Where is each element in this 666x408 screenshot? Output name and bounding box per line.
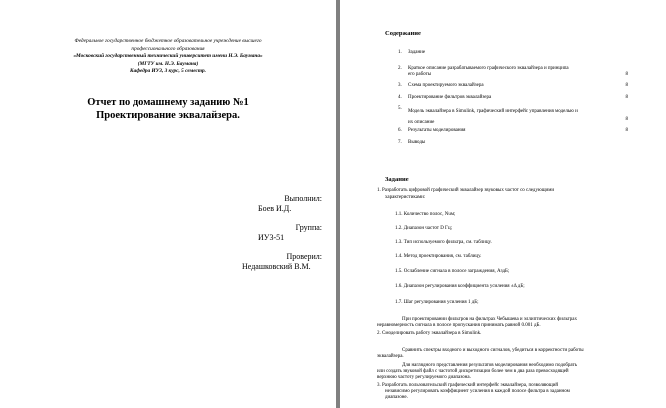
institution-block: [20, 38, 316, 76]
task-heading: Задание: [385, 176, 409, 183]
toc-text: Схема проектируемого эквалайзера: [408, 83, 484, 88]
report-title-line: Проектирование эквалайзера.: [96, 110, 240, 121]
task-intro-line: 1. Разработать цифровой графический эквалайзер звуковых частот со следующими: [377, 188, 555, 193]
task-item-3-line: диапазоне.: [385, 395, 408, 400]
task-item-3-line: 3. Разработать пользовательский графический интерфейс эквалайзера, позволяющий: [377, 383, 559, 388]
toc-text: Результаты моделирования: [408, 128, 466, 133]
university-name: «Московский государственный технический университет имени Н.Э. Баумана»: [73, 53, 263, 59]
toc-num: 4.: [398, 95, 402, 100]
report-title: [20, 96, 316, 122]
institution-line: профессионального образования: [131, 45, 205, 52]
task-param: 1.4. Метод проектирования, см. таблицу.: [395, 254, 482, 259]
para-compare-line: эквалайзера.: [377, 354, 404, 359]
toc-page: 8: [625, 117, 628, 122]
toc-num: 2.: [398, 66, 402, 71]
toc-page: 8: [625, 83, 628, 88]
toc-page: 8: [625, 128, 628, 133]
toc-text: Краткое описание разрабатываемого графического эквалайзера и принципа его работы: [408, 66, 569, 78]
para-compare-line: Сравнить спектры входного и выходного сигналов, убедиться в корректности работы: [402, 348, 584, 353]
department: Кафедра ИУ3, 3 курс, 5 семестр.: [129, 68, 207, 74]
para-visual-line: Для наглядного представления результатов моделирования необходимо подобрать: [402, 363, 577, 368]
toc-page: 8: [625, 72, 628, 77]
task-param: 1.7. Шаг регулирования усиления 1 дБ;: [395, 300, 479, 305]
task-intro-line: характеристиками:: [385, 195, 426, 200]
contents-page: [340, 0, 666, 408]
signature-block: [242, 194, 334, 272]
toc-text: Проектирование фильтров эквалайзера: [408, 95, 492, 100]
task-param: 1.5. Ослабление сигнала в полосе заграждения, AздБ;: [395, 269, 510, 274]
performed-label: Выполнил:: [284, 194, 322, 203]
institution-line: Федеральное государственное бюджетное образовательное учреждение высшего: [74, 38, 262, 44]
toc-num: 6.: [398, 128, 402, 133]
toc-text: Модель эквалайзера в Simulink, графический интерфейс управления моделью и их описание: [408, 109, 578, 125]
task-item-3-line: независимо регулировать коэффициент усиления в каждой полосе фильтра в заданном: [385, 389, 570, 394]
contents-heading: Содержание: [385, 30, 421, 37]
toc-num: 1.: [398, 50, 402, 55]
task-param: 1.1. Количество полос, Nuм;: [395, 212, 456, 217]
task-param: 1.2. Диапазон частот D Гц;: [395, 226, 453, 231]
performed-value: Боев И.Д.: [258, 204, 292, 213]
group-label: Группа:: [295, 223, 322, 232]
university-abbr: (МГТУ им. Н.Э. Баумана): [137, 60, 199, 67]
para-filters-line: неравномерность сигнала в полосе пропускания принимать равной 0.001 дБ.: [377, 323, 541, 328]
toc-num: 5.: [398, 106, 402, 111]
task-param: 1.6. Диапазон регулирования коэффициента усиления ±Δ дБ;: [395, 284, 525, 289]
checked-value: Недашковский В.М.: [242, 262, 311, 271]
toc-num: 3.: [398, 83, 402, 88]
checked-label: Проверил:: [286, 252, 322, 261]
toc-num: 7.: [398, 140, 402, 145]
para-visual-line: или создать звуковой файл с частотой дискретизации более чем в два раза превосходящей: [377, 369, 569, 374]
para-visual-line: верхнюю частоту регулируемого диапазона.: [377, 375, 471, 380]
toc-page: 8: [625, 95, 628, 100]
toc-text: Задание: [408, 50, 426, 55]
group-value: ИУ3-51: [258, 233, 285, 242]
report-title-line: Отчет по домашнему заданию №1: [87, 97, 249, 108]
toc-text: Выводы: [408, 140, 426, 145]
para-filters-line: При проектировании фильтров на фильтрах Чебышева и эллиптических фильтрах: [402, 317, 578, 322]
task-item-2: 2. Смоделировать работу эквалайзера в Simulink.: [377, 331, 482, 336]
task-param: 1.3. Тип используемого фильтра, см. таблицу.: [395, 240, 492, 245]
